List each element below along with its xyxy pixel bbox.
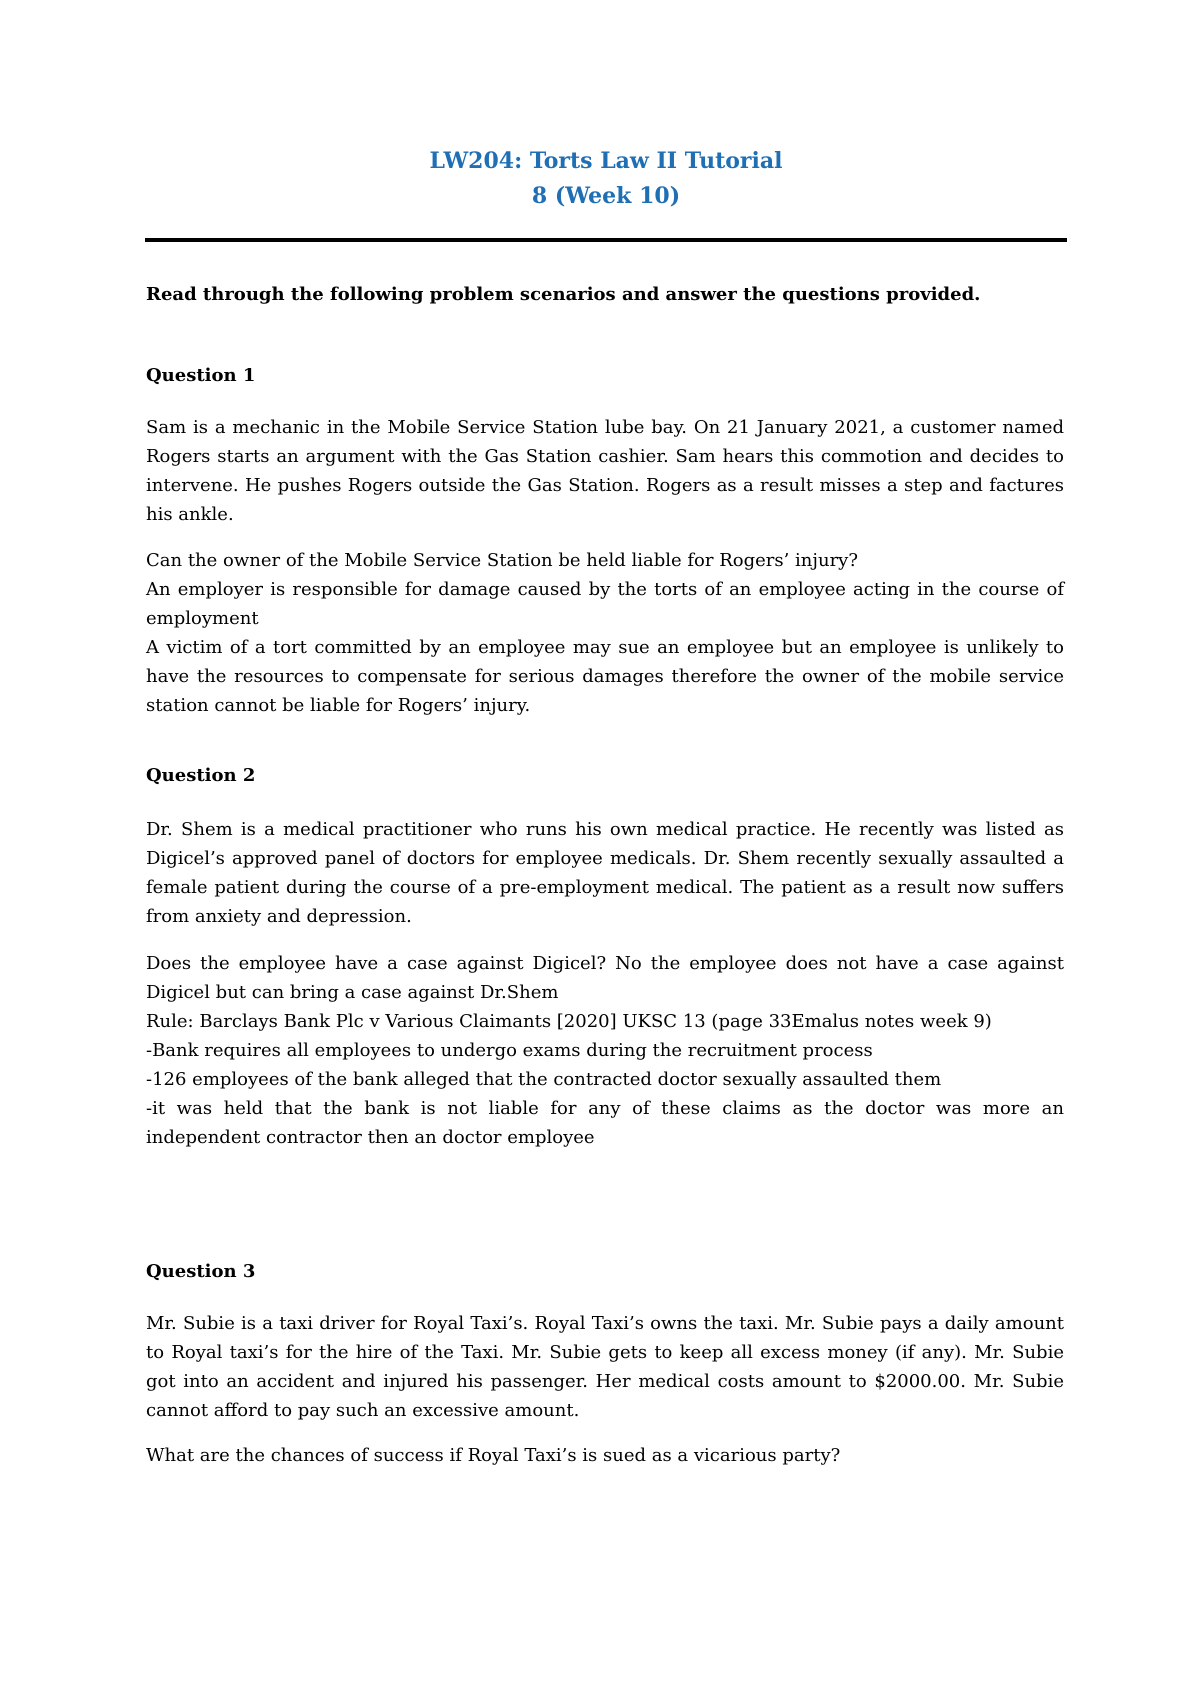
question-2-answer-line: Does the employee have a case against Digicel? No the employee does not have a case against Digicel but can bring a case against Dr.Shem xyxy=(146,953,1064,1003)
instructions: Read through the following problem scenarios and answer the questions provided. xyxy=(146,284,981,305)
question-1-answer-line: An employer is responsible for damage caused by the torts of an employee acting in the course of employment xyxy=(146,579,1064,629)
question-1-heading: Question 1 xyxy=(146,365,256,386)
question-1-answer-line: A victim of a tort committed by an employee may sue an employee but an employee is unlikely to have the resources to compensate for serious damages therefore the owner of the mobile service station cannot be liable for Rogers’ injury. xyxy=(146,637,1064,716)
question-2-answer-line: -Bank requires all employees to undergo exams during the recruitment process xyxy=(146,1040,873,1061)
question-2-answer-line: Rule: Barclays Bank Plc v Various Claimants [2020] UKSC 13 (page 33Emalus notes week 9) xyxy=(146,1011,992,1032)
question-2-answer-line: -126 employees of the bank alleged that the contracted doctor sexually assaulted them xyxy=(146,1069,942,1090)
question-1-scenario: Sam is a mechanic in the Mobile Service Station lube bay. On 21 January 2021, a customer named Rogers starts an argument with the Gas Station cashier. Sam hears this commotion and decides to intervene. He pushes Rogers outside the Gas Station. Rogers as a result misses a step and factures his ankle. xyxy=(146,417,1064,525)
question-2-heading: Question 2 xyxy=(146,765,256,786)
question-3-question: What are the chances of success if Royal Taxi’s is sued as a vicarious party? xyxy=(146,1445,841,1466)
title-divider xyxy=(145,238,1067,242)
document-title: LW204: Torts Law II Tutorial xyxy=(429,148,783,174)
question-1-answer-line: Can the owner of the Mobile Service Station be held liable for Rogers’ injury? xyxy=(146,550,859,571)
question-3-heading: Question 3 xyxy=(146,1261,256,1282)
document-subtitle: 8 (Week 10) xyxy=(531,183,681,209)
question-2-answer xyxy=(146,949,1064,1152)
question-2-scenario: Dr. Shem is a medical practitioner who runs his own medical practice. He recently was listed as Digicel’s approved panel of doctors for employee medicals. Dr. Shem recently sexually assaulted a female patient during the course of a pre-employment medical. The patient as a result now suffers from anxiety and depression. xyxy=(146,819,1064,927)
question-2-answer-line: -it was held that the bank is not liable for any of these claims as the doctor was more an independent contractor then an doctor employee xyxy=(146,1098,1064,1148)
question-3-scenario: Mr. Subie is a taxi driver for Royal Taxi’s. Royal Taxi’s owns the taxi. Mr. Subie pays a daily amount to Royal taxi’s for the hire of the Taxi. Mr. Subie gets to keep all excess money (if any). Mr. Subie got into an accident and injured his passenger. Her medical costs amount to $2000.00. Mr. Subie cannot afford to pay such an excessive amount. xyxy=(146,1313,1064,1421)
question-1-answer xyxy=(146,546,1064,720)
